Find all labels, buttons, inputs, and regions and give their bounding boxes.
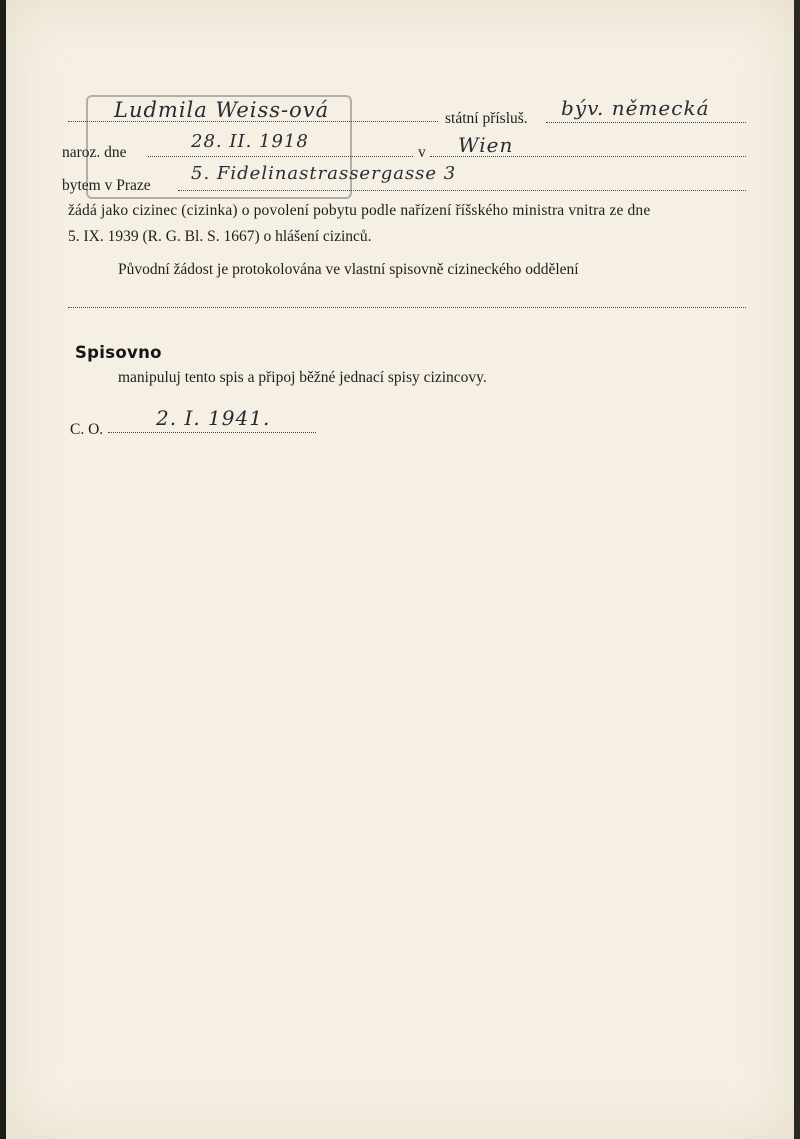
note-line	[68, 307, 746, 308]
handwritten-birth-date: 28. II. 1918	[191, 131, 309, 152]
scan-edge-left	[0, 0, 6, 1139]
handwritten-date-signed: 2. I. 1941.	[156, 406, 271, 430]
document-page	[6, 0, 794, 1139]
handwritten-name: Ludmila Weiss-ová	[114, 98, 330, 122]
residence-line	[178, 190, 746, 191]
place-label: v	[418, 144, 426, 161]
original-note: Původní žádost je protokolována ve vlastní spisovně cizineckého oddělení	[118, 261, 579, 278]
scan-edge-right	[794, 0, 800, 1139]
request-line-1: žádá jako cizinec (cizinka) o povolení pobytu podle nařízení říšského ministra vnitra ze dne	[68, 202, 651, 219]
birth-place-line	[430, 156, 746, 157]
handwritten-birth-place: Wien	[458, 133, 514, 157]
state-field-line	[546, 122, 746, 123]
birth-date-line	[148, 156, 413, 157]
co-label: C. O.	[70, 421, 104, 438]
request-line-2: 5. IX. 1939 (R. G. Bl. S. 1667) o hlášení cizinců.	[68, 228, 372, 245]
residence-label: bytem v Praze	[62, 177, 151, 194]
section-heading: Spisovno	[75, 343, 162, 362]
handwritten-state: býv. německá	[561, 96, 710, 120]
handwritten-address: 5. Fidelinastrassergasse 3	[191, 163, 457, 184]
born-label: naroz. dne	[62, 144, 127, 161]
name-field-line	[68, 121, 438, 122]
section-instruction: manipuluj tento spis a připoj běžné jednací spisy cizincovy.	[118, 369, 487, 386]
co-line	[108, 432, 316, 433]
state-label: státní přísluš.	[445, 110, 528, 127]
